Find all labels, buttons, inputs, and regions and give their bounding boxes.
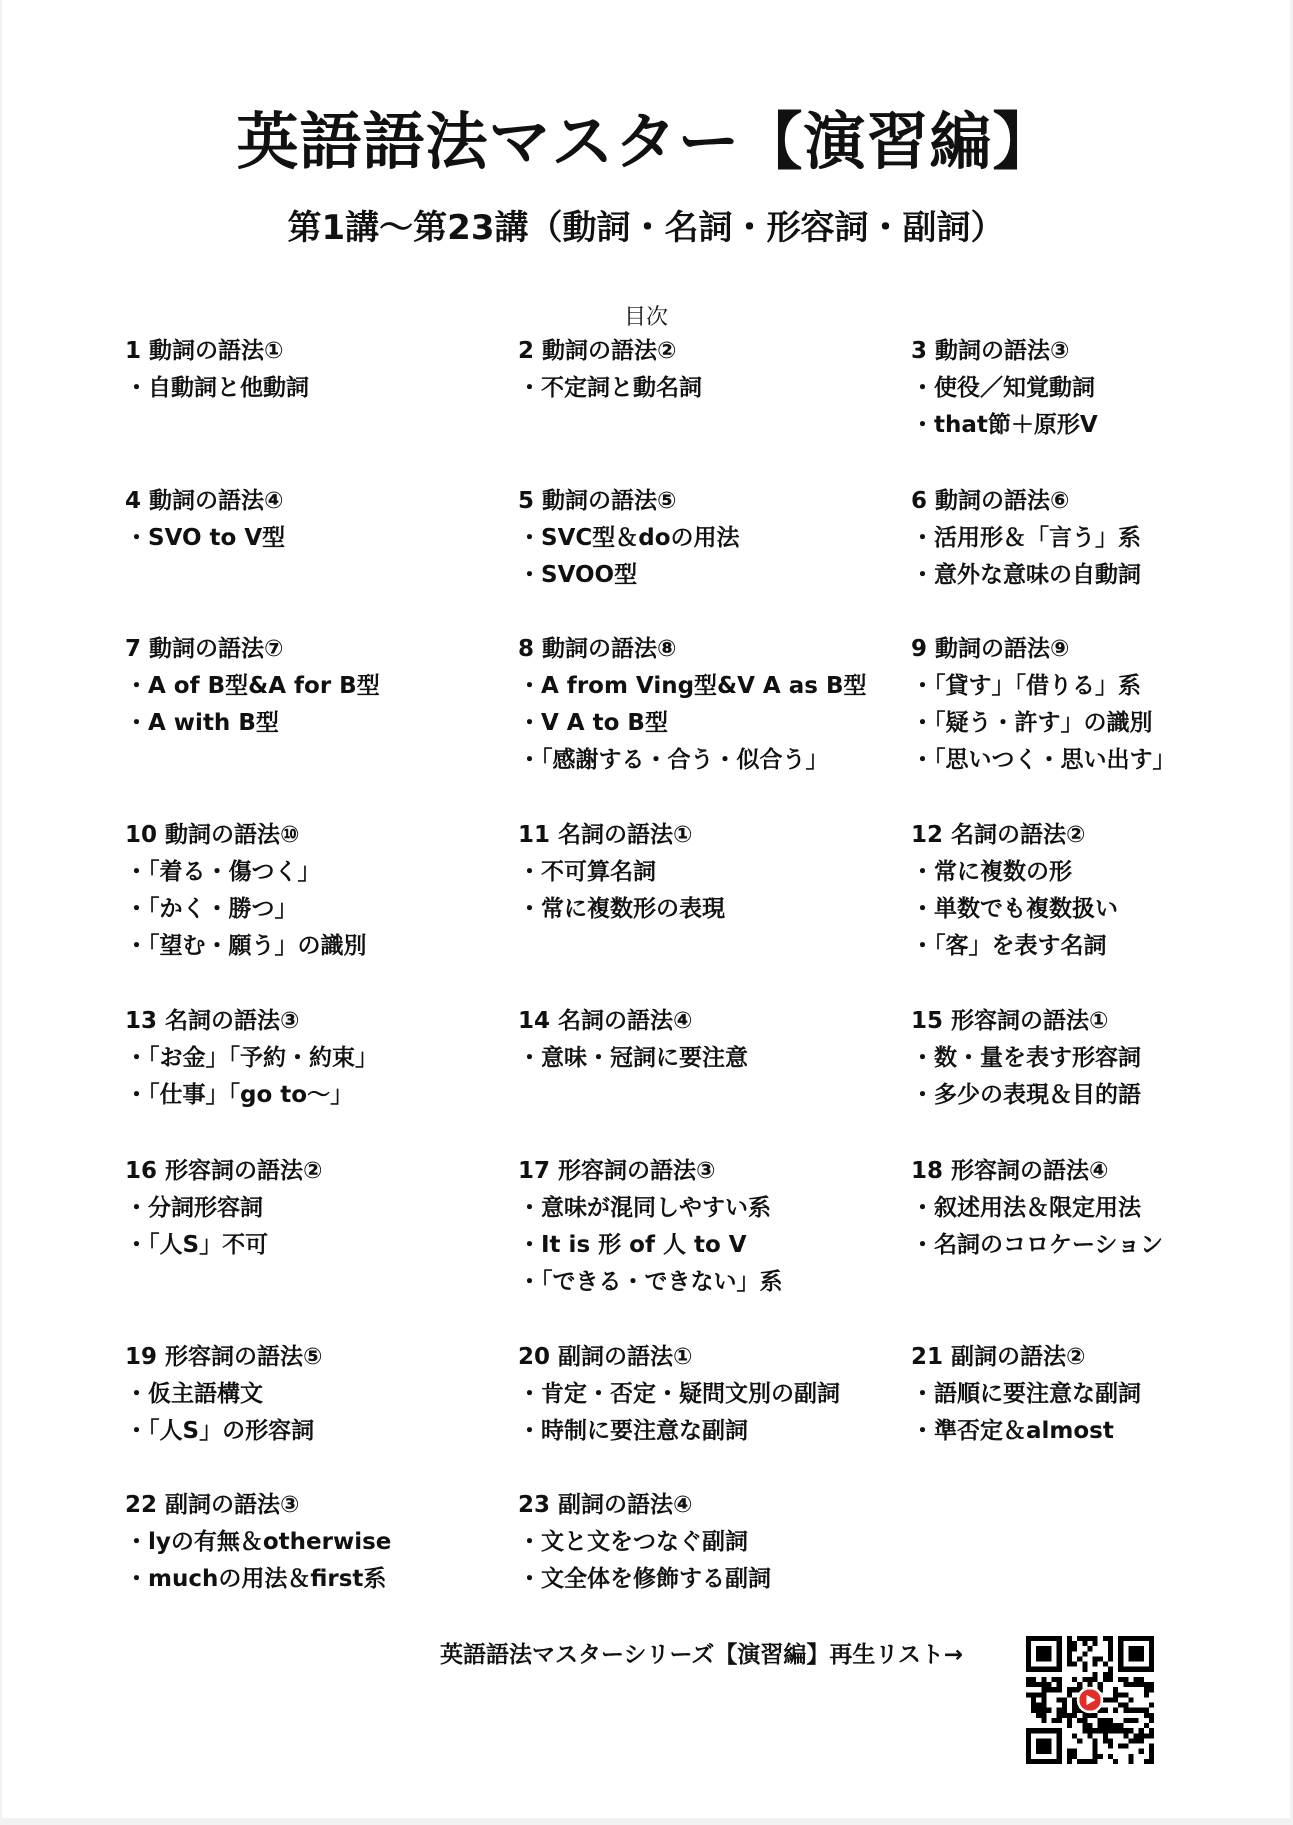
lecture-title: 3 動詞の語法③ (911, 338, 1070, 364)
lecture-topic: ・SVO to V型 (125, 525, 286, 551)
page-title: 英語語法マスター【演習編】 (236, 105, 1056, 178)
lecture-topic: ・分詞形容詞 (125, 1195, 263, 1221)
lecture-item (125, 1487, 518, 1617)
lecture-topic: ・不定詞と動名詞 (518, 375, 702, 401)
lecture-topic: ・文全体を修飾する副詞 (518, 1566, 771, 1592)
lecture-topic: ・意外な意味の自動詞 (911, 562, 1141, 588)
lecture-topic: ・that節＋原形V (911, 412, 1098, 438)
lecture-topic: ・「感謝する・合う・似合う」 (518, 747, 829, 773)
lecture-topic: ・「かく・勝つ」 (125, 896, 298, 922)
playlist-caption: 英語語法マスターシリーズ【演習編】再生リスト→ (440, 1642, 964, 1668)
lecture-title: 15 形容詞の語法① (911, 1008, 1109, 1034)
lecture-topic: ・不可算名詞 (518, 859, 656, 885)
lecture-item (125, 1339, 518, 1487)
lecture-item (518, 333, 911, 483)
lecture-item (911, 333, 1285, 483)
lecture-topic: ・仮主語構文 (125, 1381, 263, 1407)
lecture-item (518, 1339, 911, 1487)
lecture-item (518, 483, 911, 631)
lecture-topic: ・muchの用法＆first系 (125, 1566, 387, 1592)
lecture-topic: ・名詞のコロケーション (911, 1232, 1164, 1258)
lecture-item (125, 1153, 518, 1339)
lecture-item (911, 483, 1285, 631)
lecture-topic: ・「できる・できない」系 (518, 1269, 783, 1295)
lecture-title: 10 動詞の語法⑩ (125, 822, 300, 848)
lecture-topic: ・多少の表現＆目的語 (911, 1082, 1141, 1108)
lecture-topic: ・lyの有無＆otherwise (125, 1529, 392, 1555)
lecture-topic: ・「お金」「予約・約束」 (125, 1045, 378, 1071)
lecture-topic: ・意味・冠詞に要注意 (518, 1045, 748, 1071)
lecture-topic: ・語順に要注意な副詞 (911, 1381, 1141, 1407)
lecture-item (518, 631, 911, 817)
lecture-title: 8 動詞の語法⑧ (518, 636, 677, 662)
lecture-list (125, 333, 1285, 1617)
lecture-topic: ・肯定・否定・疑問文別の副詞 (518, 1381, 840, 1407)
lecture-topic: ・「疑う・許す」の識別 (911, 710, 1153, 736)
lecture-topic: ・「人S」の形容詞 (125, 1418, 315, 1444)
lecture-title: 18 形容詞の語法④ (911, 1158, 1109, 1184)
lecture-item (911, 1339, 1285, 1487)
lecture-title: 16 形容詞の語法② (125, 1158, 323, 1184)
lecture-item (518, 817, 911, 1003)
lecture-topic: ・準否定＆almost (911, 1418, 1114, 1444)
lecture-topic: ・単数でも複数扱い (911, 896, 1118, 922)
lecture-topic: ・A of B型&A for B型 (125, 673, 380, 699)
lecture-title: 12 名詞の語法② (911, 822, 1086, 848)
lecture-item (911, 817, 1285, 1003)
lecture-topic: ・常に複数形の表現 (518, 896, 725, 922)
lecture-topic: ・活用形＆「言う」系 (911, 525, 1141, 551)
lecture-topic: ・「望む・願う」の識別 (125, 933, 367, 959)
lecture-title: 21 副詞の語法② (911, 1344, 1086, 1370)
qr-code-icon[interactable] (1026, 1636, 1154, 1764)
lecture-title: 7 動詞の語法⑦ (125, 636, 284, 662)
lecture-title: 14 名詞の語法④ (518, 1008, 693, 1034)
lecture-topic: ・自動詞と他動詞 (125, 375, 309, 401)
lecture-title: 11 名詞の語法① (518, 822, 693, 848)
lecture-topic: ・文と文をつなぐ副詞 (518, 1529, 748, 1555)
lecture-item (125, 817, 518, 1003)
lecture-title: 5 動詞の語法⑤ (518, 488, 677, 514)
lecture-item (518, 1153, 911, 1339)
lecture-item (125, 483, 518, 631)
lecture-topic: ・常に複数の形 (911, 859, 1072, 885)
lecture-item (125, 631, 518, 817)
lecture-title: 9 動詞の語法⑨ (911, 636, 1070, 662)
lecture-topic: ・「思いつく・思い出す」 (911, 747, 1176, 773)
lecture-topic: ・It is 形 of 人 to V (518, 1232, 747, 1258)
lecture-item (911, 631, 1285, 817)
lecture-item (518, 1487, 911, 1617)
lecture-title: 20 副詞の語法① (518, 1344, 693, 1370)
lecture-topic: ・使役／知覚動詞 (911, 375, 1095, 401)
lecture-item (125, 333, 518, 483)
lecture-title: 13 名詞の語法③ (125, 1008, 300, 1034)
lecture-topic: ・「人S」不可 (125, 1232, 269, 1258)
lecture-title: 17 形容詞の語法③ (518, 1158, 716, 1184)
lecture-topic: ・時制に要注意な副詞 (518, 1418, 748, 1444)
lecture-topic: ・「客」を表す名詞 (911, 933, 1107, 959)
toc-label: 目次 (623, 305, 668, 330)
lecture-topic: ・A with B型 (125, 710, 279, 736)
lecture-title: 2 動詞の語法② (518, 338, 677, 364)
lecture-topic: ・意味が混同しやすい系 (518, 1195, 771, 1221)
lecture-topic: ・SVOO型 (518, 562, 638, 588)
lecture-title: 4 動詞の語法④ (125, 488, 284, 514)
lecture-topic: ・V A to B型 (518, 710, 668, 736)
lecture-topic: ・A from Ving型&V A as B型 (518, 673, 867, 699)
lecture-title: 23 副詞の語法④ (518, 1492, 693, 1518)
lecture-topic: ・数・量を表す形容詞 (911, 1045, 1141, 1071)
lecture-topic: ・「仕事」「go to〜」 (125, 1082, 354, 1108)
lecture-item (911, 1153, 1285, 1339)
lecture-title: 6 動詞の語法⑥ (911, 488, 1070, 514)
lecture-topic: ・「貸す」「借りる」系 (911, 673, 1141, 699)
lecture-item (911, 1003, 1285, 1153)
document-page (2, 0, 1290, 1818)
lecture-item (125, 1003, 518, 1153)
lecture-topic: ・SVC型＆doの用法 (518, 525, 740, 551)
lecture-title: 1 動詞の語法① (125, 338, 284, 364)
lecture-topic: ・「着る・傷つく」 (125, 859, 321, 885)
page-subtitle: 第1講〜第23講（動詞・名詞・形容詞・副詞） (287, 208, 1005, 248)
lecture-topic: ・叙述用法＆限定用法 (911, 1195, 1141, 1221)
lecture-title: 22 副詞の語法③ (125, 1492, 300, 1518)
lecture-item (518, 1003, 911, 1153)
lecture-title: 19 形容詞の語法⑤ (125, 1344, 323, 1370)
